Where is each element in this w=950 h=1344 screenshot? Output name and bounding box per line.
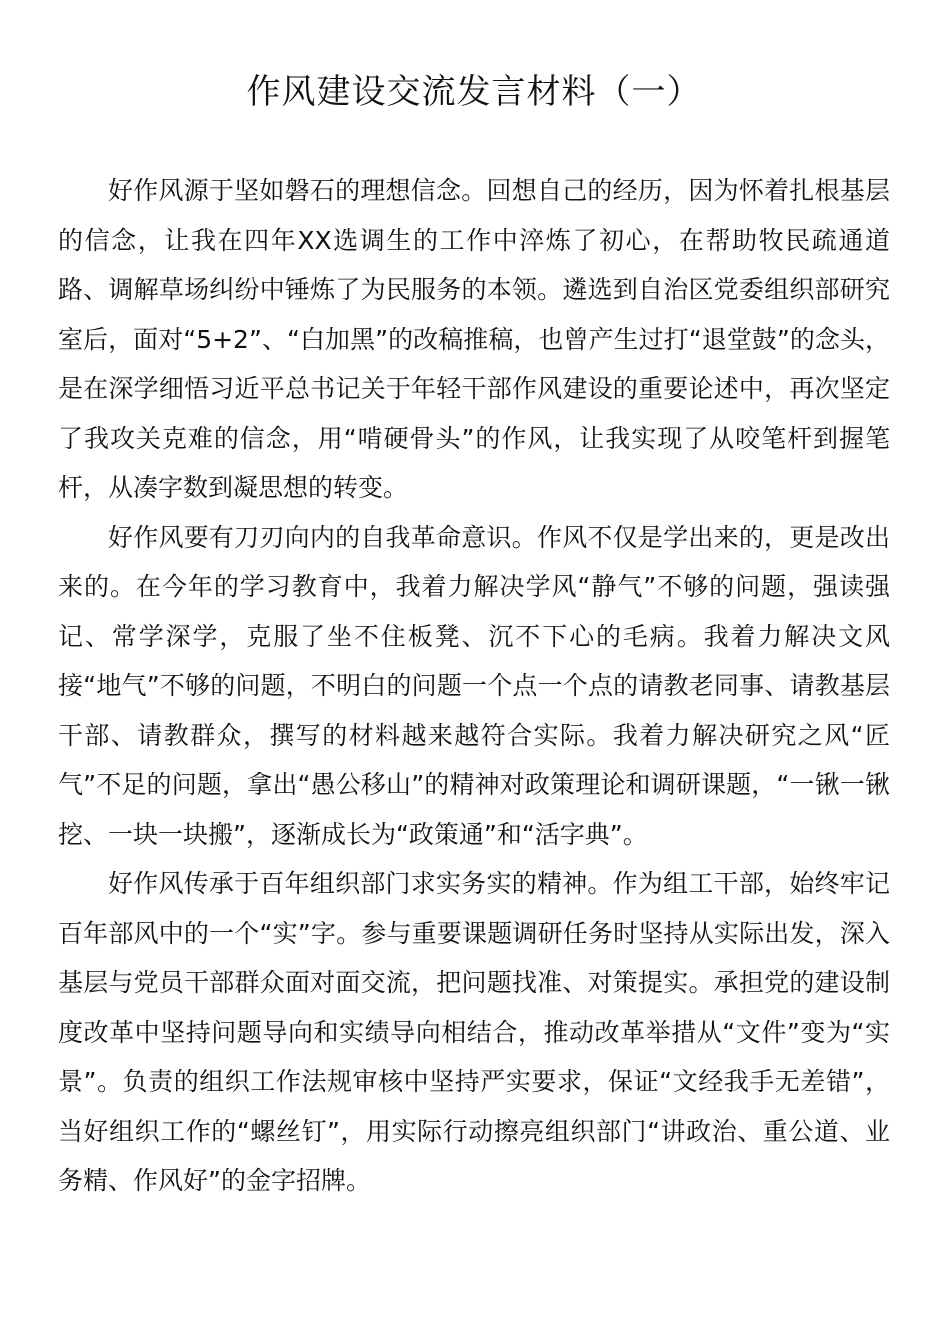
document-body: [58, 166, 890, 1206]
document-title: 作风建设交流发言材料（一）: [246, 72, 702, 112]
paragraph-self-revolution: 好作风要有刀刃向内的自我革命意识。作风不仅是学出来的，更是改出来的。在今年的学习教育中，我着力解决学风“静气”不够的问题，强读强记、常学深学，克服了坐不住板凳、沉不下心的毛病。我着力解决文风接“地气”不够的问题，不明白的问题一个点一个点的请教老同事、请教基层干部、请教群众，撰写的材料越来越符合实际。我着力解决研究之风“匠气”不足的问题，拿出“愚公移山”的精神对政策理论和调研课题，“一锹一锹挖、一块一块搬”，逐渐成长为“政策通”和“活字典”。: [58, 522, 890, 849]
paragraph-practical-spirit: 好作风传承于百年组织部门求实务实的精神。作为组工干部，始终牢记百年部风中的一个“实”字。参与重要课题调研任务时坚持从实际出发，深入基层与党员干部群众面对面交流，把问题找准、对策提实。承担党的建设制度改革中坚持问题导向和实绩导向相结合，推动改革举措从“文件”变为“实景”。负责的组织工作法规审核中坚持严实要求，保证“文经我手无差错”，当好组织工作的“螺丝钉”，用实际行动擦亮组织部门“讲政治、重公道、业务精、作风好”的金字招牌。: [58, 869, 890, 1195]
paragraph-ideals-belief: 好作风源于坚如磐石的理想信念。回想自己的经历，因为怀着扎根基层的信念，让我在四年XX选调生的工作中淬炼了初心，在帮助牧民疏通道路、调解草场纠纷中锤炼了为民服务的本领。遴选到自治区党委组织部研究室后，面对“5+2”、“白加黑”的改稿推稿，也曾产生过打“退堂鼓”的念头，是在深学细悟习近平总书记关于年轻干部作风建设的重要论述中，再次坚定了我攻关克难的信念，用“啃硬骨头”的作风，让我实现了从咬笔杆到握笔杆，从凑字数到凝思想的转变。: [58, 176, 890, 502]
